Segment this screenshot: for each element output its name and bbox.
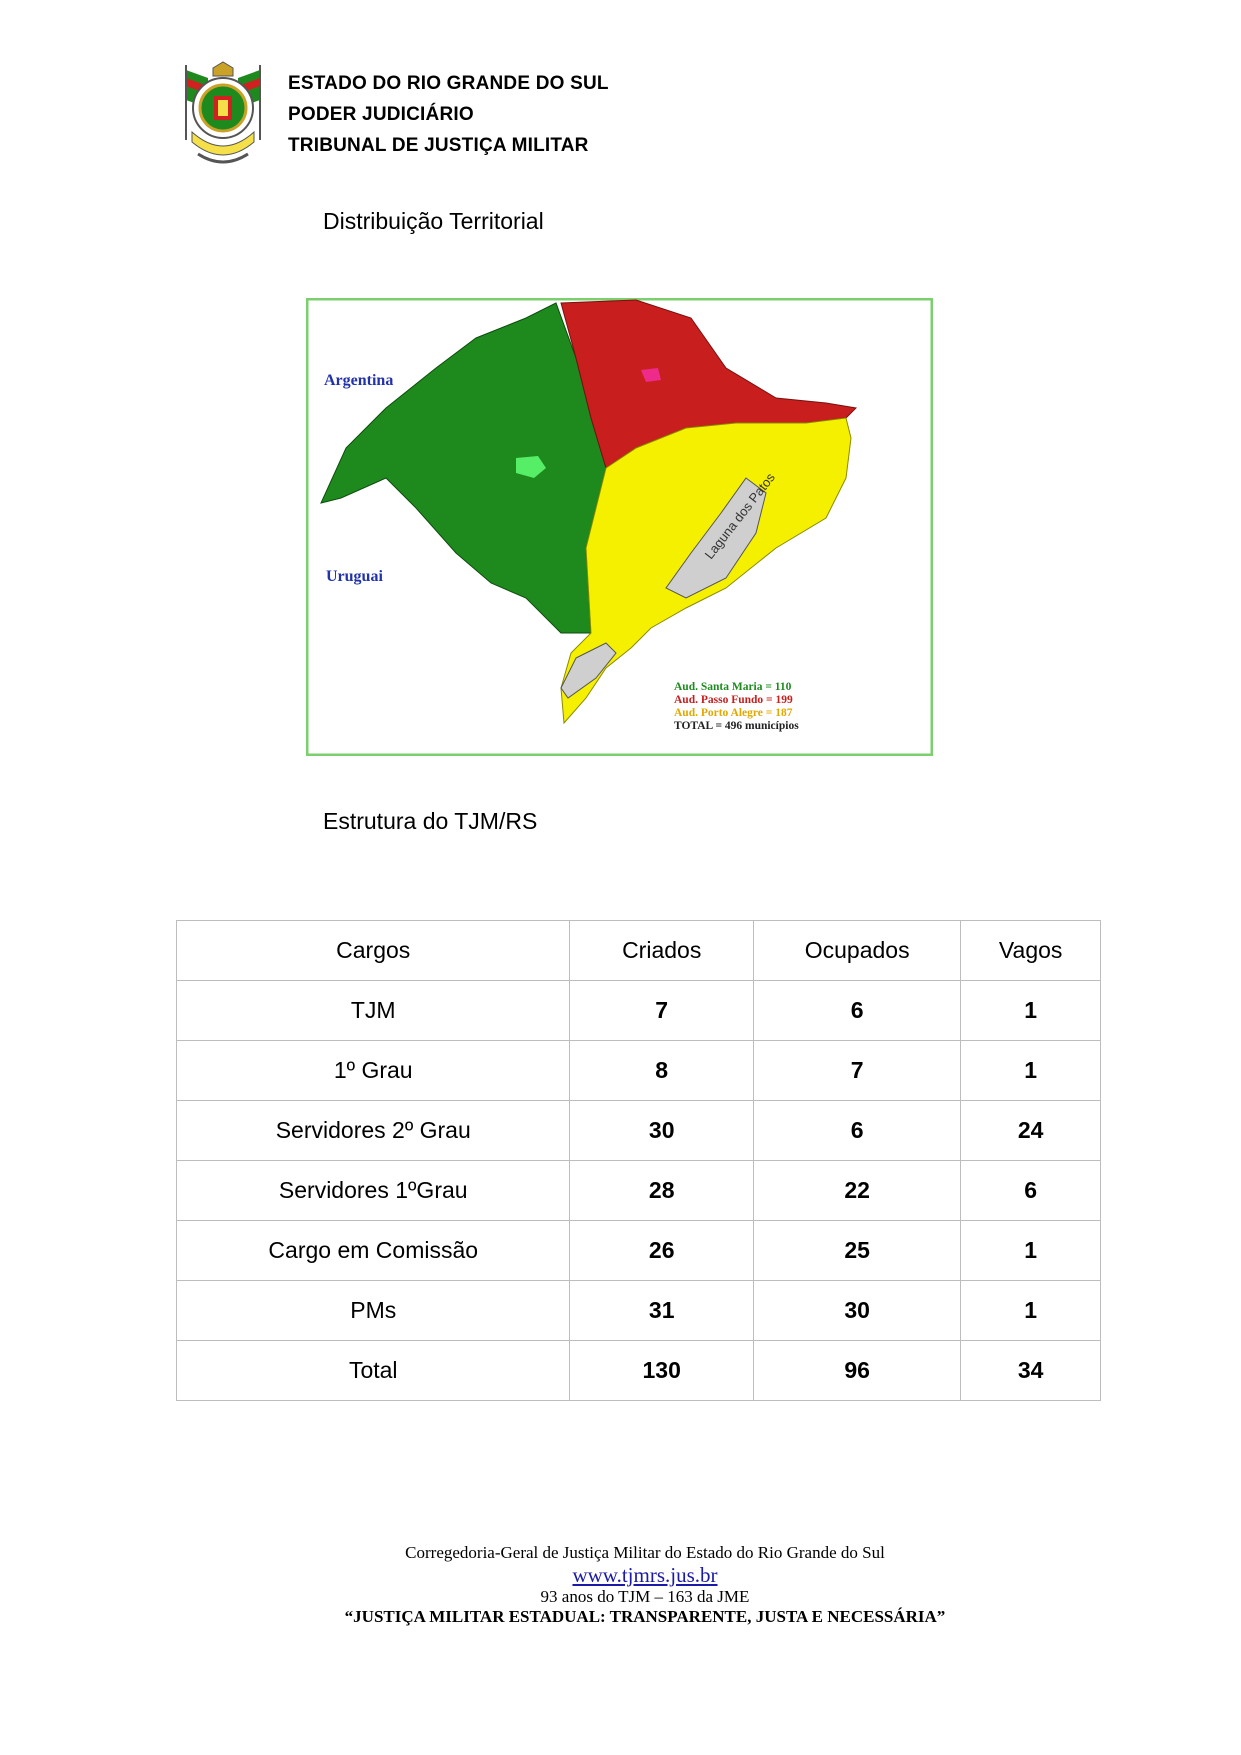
staff-table bbox=[176, 920, 1101, 1401]
header-ocupados: Ocupados bbox=[753, 921, 960, 981]
cell-criados: 7 bbox=[570, 981, 753, 1041]
table-row bbox=[177, 1101, 1101, 1161]
court-name: TRIBUNAL DE JUSTIÇA MILITAR bbox=[288, 135, 589, 156]
label-argentina: Argentina bbox=[324, 372, 394, 389]
cell-vagos: 1 bbox=[961, 1281, 1101, 1341]
cell-criados: 26 bbox=[570, 1221, 753, 1281]
legend-item: Aud. Santa Maria = 110 bbox=[674, 681, 792, 693]
cell-ocupados: 6 bbox=[753, 1101, 960, 1161]
cell-criados: 31 bbox=[570, 1281, 753, 1341]
cell-ocupados: 7 bbox=[753, 1041, 960, 1101]
table-row bbox=[177, 1041, 1101, 1101]
cell-ocupados: 30 bbox=[753, 1281, 960, 1341]
cell-cargo: Servidores 1ºGrau bbox=[177, 1161, 570, 1221]
table-row bbox=[177, 1281, 1101, 1341]
territorial-map bbox=[306, 298, 933, 756]
footer-motto: “JUSTIÇA MILITAR ESTADUAL: TRANSPARENTE, JUSTA E NECESSÁRIA” bbox=[344, 1607, 946, 1626]
page-footer bbox=[300, 1543, 990, 1627]
legend-item: Aud. Porto Alegre = 187 bbox=[674, 707, 793, 719]
cell-cargo: TJM bbox=[177, 981, 570, 1041]
table-row bbox=[177, 981, 1101, 1041]
cell-cargo: 1º Grau bbox=[177, 1041, 570, 1101]
cell-vagos: 24 bbox=[961, 1101, 1101, 1161]
cell-ocupados: 6 bbox=[753, 981, 960, 1041]
cell-vagos: 34 bbox=[961, 1341, 1101, 1401]
legend-item: TOTAL = 496 municípios bbox=[674, 720, 799, 732]
header-criados: Criados bbox=[570, 921, 753, 981]
cell-vagos: 1 bbox=[961, 1221, 1101, 1281]
cell-vagos: 6 bbox=[961, 1161, 1101, 1221]
cell-ocupados: 22 bbox=[753, 1161, 960, 1221]
cell-cargo: Total bbox=[177, 1341, 570, 1401]
cell-criados: 28 bbox=[570, 1161, 753, 1221]
cell-cargo: Servidores 2º Grau bbox=[177, 1101, 570, 1161]
footer-anniversary: 93 anos do TJM – 163 da JME bbox=[540, 1587, 750, 1606]
footer-org: Corregedoria-Geral de Justiça Militar do Estado do Rio Grande do Sul bbox=[405, 1543, 885, 1562]
table-row bbox=[177, 1221, 1101, 1281]
table-header-row bbox=[177, 921, 1101, 981]
cell-vagos: 1 bbox=[961, 981, 1101, 1041]
page-header bbox=[178, 60, 698, 180]
table-row bbox=[177, 1161, 1101, 1221]
cell-criados: 8 bbox=[570, 1041, 753, 1101]
rs-map-svg bbox=[306, 298, 933, 756]
section-title-territorial: Distribuição Territorial bbox=[323, 208, 544, 234]
cell-criados: 130 bbox=[570, 1341, 753, 1401]
header-cargos: Cargos bbox=[177, 921, 570, 981]
state-name: ESTADO DO RIO GRANDE DO SUL bbox=[288, 73, 609, 94]
cell-criados: 30 bbox=[570, 1101, 753, 1161]
legend-item: Aud. Passo Fundo = 199 bbox=[674, 694, 793, 706]
cell-cargo: Cargo em Comissão bbox=[177, 1221, 570, 1281]
cell-vagos: 1 bbox=[961, 1041, 1101, 1101]
cell-cargo: PMs bbox=[177, 1281, 570, 1341]
map-legend bbox=[674, 681, 799, 732]
header-vagos: Vagos bbox=[961, 921, 1101, 981]
label-uruguai: Uruguai bbox=[326, 568, 383, 585]
lake-label: Laguna dos Patos bbox=[701, 470, 778, 562]
branch-name: PODER JUDICIÁRIO bbox=[288, 104, 474, 125]
section-title-structure: Estrutura do TJM/RS bbox=[323, 808, 538, 834]
coat-of-arms-icon bbox=[178, 60, 268, 175]
cell-ocupados: 25 bbox=[753, 1221, 960, 1281]
cell-ocupados: 96 bbox=[753, 1341, 960, 1401]
table-row-total bbox=[177, 1341, 1101, 1401]
footer-website-link[interactable]: www.tjmrs.jus.br bbox=[572, 1563, 718, 1587]
